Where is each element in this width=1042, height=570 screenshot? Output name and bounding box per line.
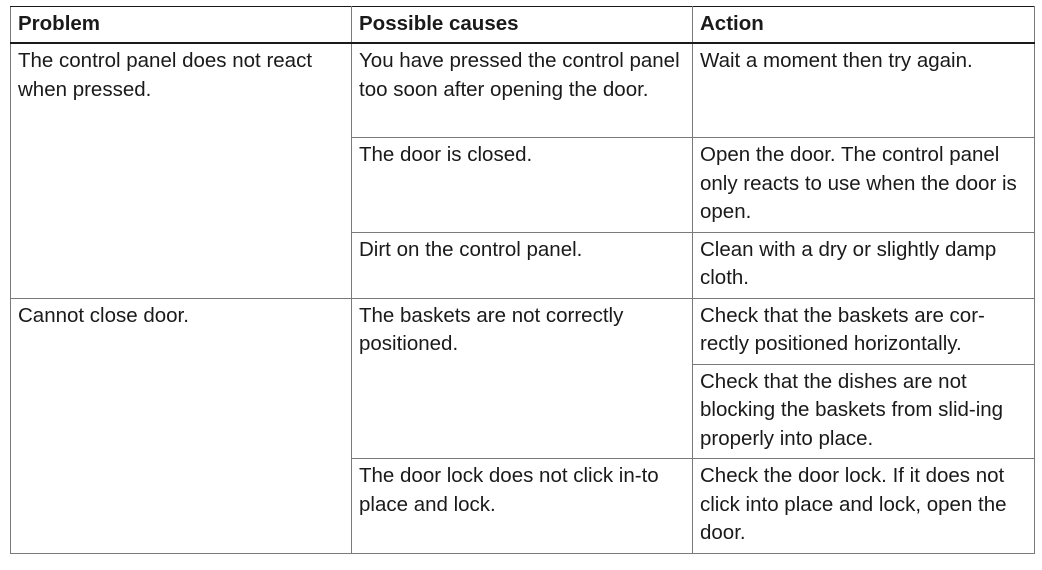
action-cell: Check that the baskets are cor-rectly positioned horizontally. xyxy=(693,298,1035,364)
cause-cell: The door is closed. xyxy=(352,138,693,233)
table-header-row xyxy=(11,7,1035,44)
header-possible-causes: Possible causes xyxy=(352,7,693,44)
table-row xyxy=(11,298,1035,364)
problem-cell: The control panel does not react when pressed. xyxy=(11,43,352,298)
cause-cell: The baskets are not correctly positioned. xyxy=(352,298,693,459)
troubleshooting-table xyxy=(10,6,1035,554)
action-cell: Check the door lock. If it does not click into place and lock, open the door. xyxy=(693,459,1035,554)
cause-cell: You have pressed the control panel too soon after opening the door. xyxy=(352,43,693,138)
cause-cell: The door lock does not click in-to place and lock. xyxy=(352,459,693,554)
action-cell: Open the door. The control panel only reacts to use when the door is open. xyxy=(693,138,1035,233)
action-cell: Clean with a dry or slightly damp cloth. xyxy=(693,232,1035,298)
header-action: Action xyxy=(693,7,1035,44)
action-cell: Wait a moment then try again. xyxy=(693,43,1035,138)
header-problem: Problem xyxy=(11,7,352,44)
table-row xyxy=(11,43,1035,138)
cause-cell: Dirt on the control panel. xyxy=(352,232,693,298)
action-cell: Check that the dishes are not blocking the baskets from slid-ing properly into place. xyxy=(693,364,1035,459)
problem-cell: Cannot close door. xyxy=(11,298,352,553)
